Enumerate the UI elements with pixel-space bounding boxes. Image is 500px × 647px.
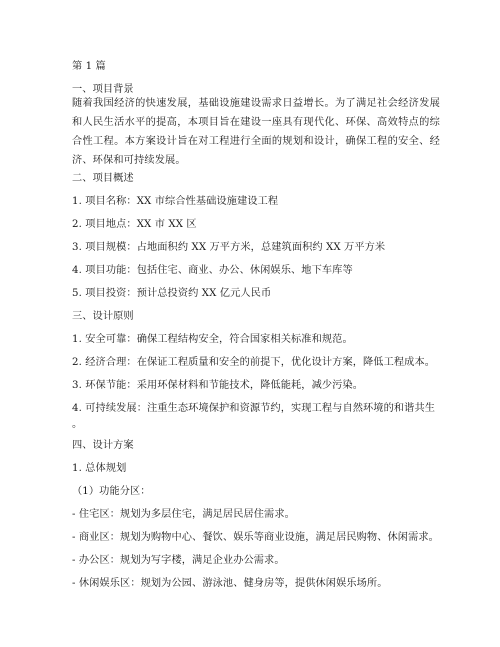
list-item: 1. 项目名称：XX 市综合性基础设施建设工程 — [72, 196, 279, 207]
section-3-heading: 三、设计原则 — [72, 311, 134, 322]
list-item: 4. 可持续发展：注重生态环境保护和资源节约，实现工程与自然环境的和谐共生 — [72, 403, 436, 414]
section-1-body: 随着我国经济的快速发展，基础设施建设需求日益增长。为了满足社会经济发展和人民生活水平的提高，本项目旨在建设一座具有现代化、环保、高效特点的综合性工程。本方案设计旨在对工程进行全面的规划和设计，确保工程的安全、经济、环保和可持续发展。 — [72, 98, 440, 166]
section-1-heading: 一、项目背景 — [72, 84, 134, 95]
subsection-heading: 1. 总体规划 — [72, 463, 127, 474]
list-item: 3. 项目规模：占地面积约 XX 万平方米，总建筑面积约 XX 万平方米 — [72, 242, 386, 253]
chapter-label: 第 1 篇 — [72, 61, 106, 72]
section-4-heading: 四、设计方案 — [72, 440, 134, 451]
list-item: 2. 项目地点：XX 市 XX 区 — [72, 219, 197, 230]
list-item: - 住宅区：规划为多层住宅，满足居民居住需求。 — [72, 509, 295, 520]
list-item: 2. 经济合理：在保证工程质量和安全的前提下，优化设计方案，降低工程成本。 — [72, 357, 436, 368]
list-item: 3. 环保节能：采用环保材料和节能技术，降低能耗，减少污染。 — [72, 380, 364, 391]
list-item: - 商业区：规划为购物中心、餐饮、娱乐等商业设施，满足居民购物、休闲需求。 — [72, 532, 439, 543]
sub-subsection-heading: （1）功能分区： — [72, 486, 151, 497]
section-2-heading: 二、项目概述 — [72, 173, 134, 184]
list-item: 1. 安全可靠：确保工程结构安全，符合国家相关标准和规范。 — [72, 334, 353, 345]
list-item: - 休闲娱乐区：规划为公园、游泳池、健身房等，提供休闲娱乐场所。 — [72, 578, 388, 589]
list-item: 5. 项目投资：预计总投资约 XX 亿元人民币 — [72, 288, 272, 299]
list-item-continuation: 。 — [72, 419, 83, 430]
list-item: 4. 项目功能：包括住宅、商业、办公、休闲娱乐、地下车库等 — [72, 265, 353, 276]
list-item: - 办公区：规划为写字楼，满足企业办公需求。 — [72, 555, 285, 566]
